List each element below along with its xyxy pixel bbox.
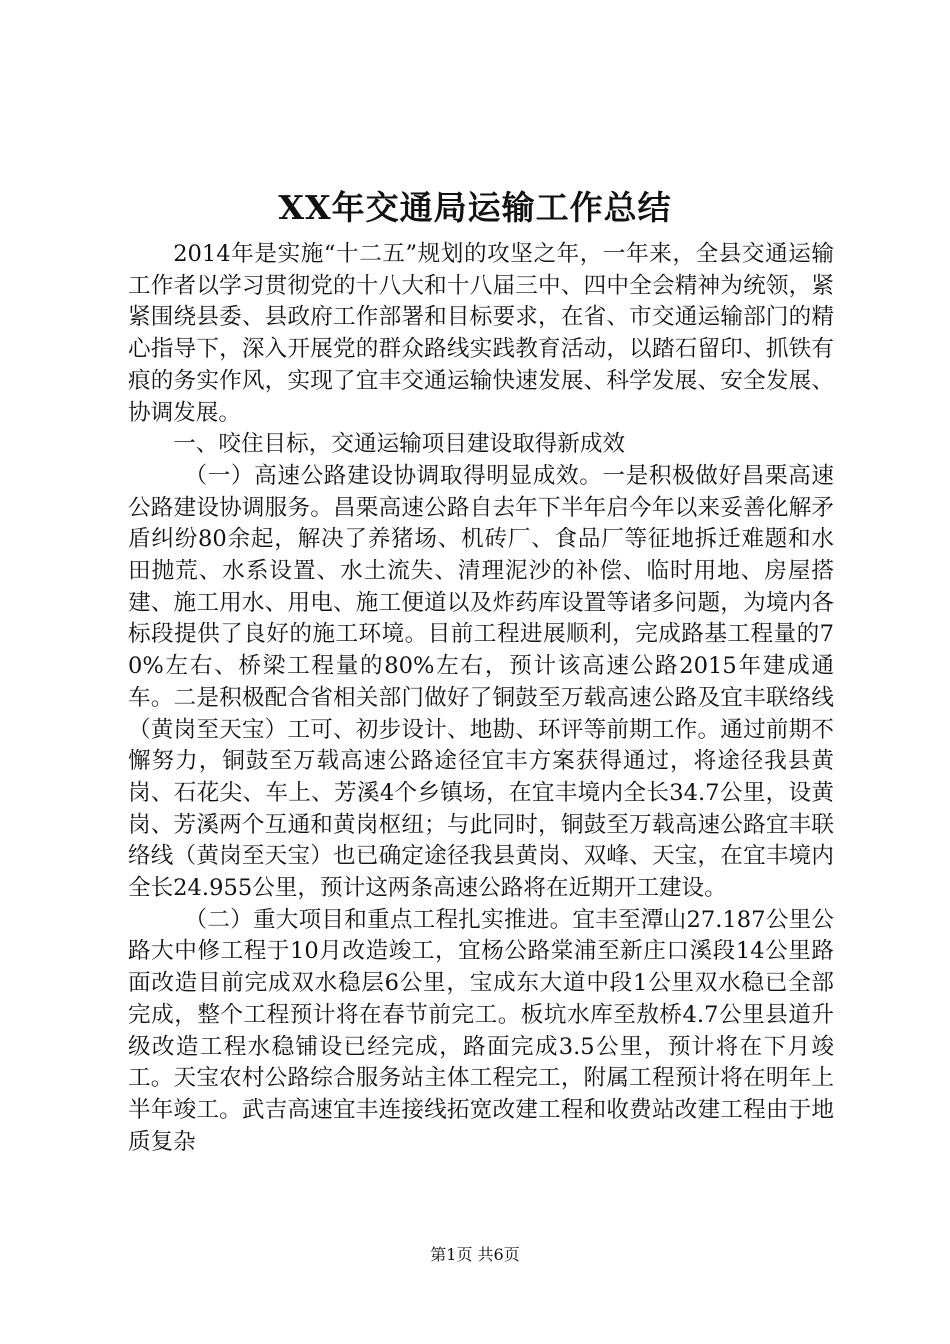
page-footer: 第1页 共6页 [430, 1245, 520, 1264]
intro-paragraph: 2014年是实施“十二五”规划的攻坚之年，一年来，全县交通运输工作者以学习贯彻党的十八大和十八届三中、四中全会精神为统领，紧紧围绕县委、县政府工作部署和目标要求，在省、市交通运输部门的精心指导下，深入开展党的群众路线实践教育活动，以踏石留印、抓铁有痕的务实作风，实现了宜丰交通运输快速发展、科学发展、安全发展、协调发展。 [128, 241, 834, 426]
document-body [128, 239, 834, 1158]
subsection-paragraph-2: （二）重大项目和重点工程扎实推进。宜丰至潭山27.187公里公路大中修工程于10月改造竣工，宜杨公路棠浦至新庄口溪段14公里路面改造目前完成双水稳层6公里，宝成东大道中段1公里双水稳已全部完成，整个工程预计将在春节前完工。板坑水库至敖桥4.7公里县道升级改造工程水稳铺设已经完成，路面完成3.5公里，预计将在下月竣工。天宝农村公路综合服务站主体工程完工，附属工程预计将在明年上半年竣工。武吉高速宜丰连接线拓宽改建工程和收费站改建工程由于地质复杂 [128, 906, 834, 1155]
section-heading: 一、咬住目标，交通运输项目建设取得新成效 [173, 431, 626, 458]
subsection-paragraph-1: （一）高速公路建设协调取得明显成效。一是积极做好昌栗高速公路建设协调服务。昌栗高速公路自去年下半年启今年以来妥善化解矛盾纠纷80余起，解决了养猪场、机砖厂、食品厂等征地拆迁难题和水田抛荒、水系设置、水土流失、清理泥沙的补偿、临时用地、房屋搭建、施工用水、用电、施工便道以及炸药库设置等诸多问题，为境内各标段提供了良好的施工环境。目前工程进展顺利，完成路基工程量的70%左右、桥梁工程量的80%左右，预计该高速公路2015年建成通车。二是积极配合省相关部门做好了铜鼓至万载高速公路及宜丰联络线（黄岗至天宝）工可、初步设计、地勘、环评等前期工作。通过前期不懈努力，铜鼓至万载高速公路途径宜丰方案获得通过，将途径我县黄岗、石花尖、车上、芳溪4个乡镇场，在宜丰境内全长34.7公里，设黄岗、芳溪两个互通和黄岗枢纽；与此同时，铜鼓至万载高速公路宜丰联络线（黄岗至天宝）也已确定途径我县黄岗、双峰、天宝，在宜丰境内全长24.955公里，预计这两条高速公路将在近期开工建设。 [128, 462, 834, 902]
document-title: XX年交通局运输工作总结 [278, 188, 672, 227]
